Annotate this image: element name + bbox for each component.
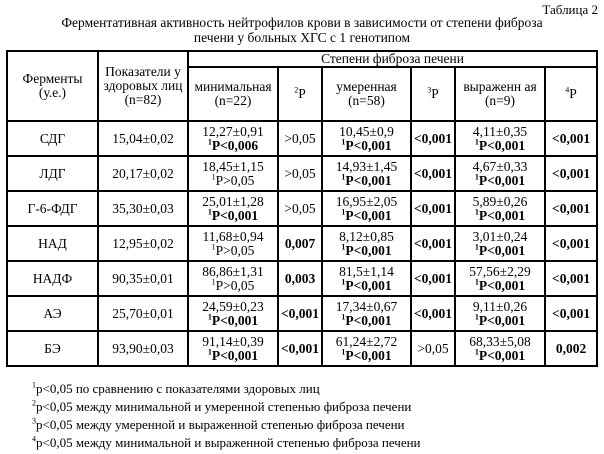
header-moderate-n: (n=58) (348, 93, 385, 108)
minimal-cell-p (189, 174, 277, 188)
moderate-cell-p-text: P<0,001 (345, 172, 392, 188)
p3-cell: >0,05 (411, 331, 455, 366)
minimal-cell-value: 91,14±0,39 (202, 333, 264, 349)
moderate-cell-value: 17,34±0,67 (335, 298, 398, 314)
minimal-cell-p-sup: 1 (207, 347, 212, 356)
moderate-cell-value: 81,5±1,14 (339, 263, 394, 279)
p4-cell: 0,002 (545, 331, 597, 366)
moderate-cell-p (323, 139, 410, 153)
marked-cell-p (456, 174, 544, 188)
table-row (7, 156, 597, 191)
footnote-1 (32, 380, 421, 398)
marked-cell-p (456, 349, 544, 363)
minimal-cell-p (189, 314, 277, 328)
header-minimal (188, 67, 278, 121)
minimal-cell (188, 331, 278, 366)
marked-cell-p-text: P<0,001 (478, 277, 526, 293)
marked-cell-p-text: P<0,001 (478, 207, 526, 223)
p4-cell: <0,001 (545, 261, 597, 296)
header-moderate-label: умеренная (336, 79, 397, 94)
p4-cell: <0,001 (545, 156, 597, 191)
minimal-cell (188, 156, 278, 191)
header-p4-sup: 4 (565, 85, 570, 95)
enzyme-name: СДГ (7, 121, 98, 156)
minimal-cell-value: 18,45±1,15 (202, 158, 264, 174)
p2-cell: 0,007 (278, 226, 322, 261)
table-row (7, 121, 597, 156)
p3-cell: <0,001 (411, 296, 455, 331)
marked-cell-value: 4,67±0,33 (472, 158, 528, 174)
moderate-cell-p-text: P<0,001 (345, 137, 392, 153)
header-minimal-n: (n=22) (214, 93, 252, 108)
marked-cell-p-sup: 1 (474, 312, 479, 321)
marked-cell-value: 3,01±0,24 (472, 228, 528, 244)
minimal-cell-p (189, 139, 277, 153)
moderate-cell (322, 331, 411, 366)
moderate-cell-p (323, 314, 410, 328)
enzyme-name: АЭ (7, 296, 98, 331)
marked-cell-p-text: P<0,001 (478, 347, 526, 363)
marked-cell (455, 156, 545, 191)
footnote-2 (32, 398, 421, 416)
minimal-cell-value: 11,68±0,94 (202, 228, 264, 244)
moderate-cell-p (323, 209, 410, 223)
minimal-cell-p-sup: 1 (211, 172, 216, 181)
caption-line-1: Ферментативная активность нейтрофилов крови в зависимости от степени фиброза (61, 15, 543, 30)
minimal-cell-p-sup: 1 (207, 137, 212, 146)
minimal-cell-p-text: P<0,006 (211, 137, 259, 153)
moderate-cell (322, 156, 411, 191)
header-minimal-label: минимальная (194, 79, 272, 94)
moderate-cell-value: 14,93±1,45 (335, 158, 398, 174)
minimal-cell-p-sup: 1 (211, 242, 216, 251)
marked-cell-p (456, 279, 544, 293)
table-number: Таблица 2 (542, 2, 598, 17)
healthy-value: 20,17±0,02 (98, 156, 188, 191)
moderate-cell-p (323, 174, 410, 188)
healthy-value: 12,95±0,02 (98, 226, 188, 261)
marked-cell-p-text: P<0,001 (478, 242, 526, 258)
marked-cell-p-sup: 1 (474, 172, 479, 181)
healthy-value: 15,04±0,02 (98, 121, 188, 156)
header-enzymes: Ферменты (у.е.) (7, 51, 98, 121)
footnote-text: p<0,05 по сравнению с показателями здоровых лиц (36, 381, 320, 396)
header-moderate (322, 67, 411, 121)
footnote-sup: 2 (32, 398, 36, 408)
marked-cell-value: 4,11±0,35 (472, 123, 528, 139)
minimal-cell (188, 296, 278, 331)
p2-cell: <0,001 (278, 296, 322, 331)
minimal-cell (188, 191, 278, 226)
p4-cell: <0,001 (545, 191, 597, 226)
table-row (7, 296, 597, 331)
caption-line-2: печени у больных ХГС с 1 генотипом (193, 30, 411, 45)
enzyme-name: НАДФ (7, 261, 98, 296)
marked-cell-value: 57,56±2,29 (469, 263, 531, 279)
header-p3-sup: 3 (427, 85, 432, 95)
enzyme-activity-table (6, 50, 598, 367)
marked-cell (455, 296, 545, 331)
moderate-cell-p-sup: 1 (341, 207, 346, 216)
p2-cell: >0,05 (278, 121, 322, 156)
minimal-cell-p (189, 279, 277, 293)
minimal-cell-p (189, 244, 277, 258)
marked-cell-p-text: P<0,001 (478, 312, 526, 328)
p3-cell: <0,001 (411, 226, 455, 261)
footnote-4 (32, 434, 421, 452)
marked-cell-p-sup: 1 (474, 347, 479, 356)
p3-cell: <0,001 (411, 121, 455, 156)
minimal-cell-value: 25,01±1,28 (202, 193, 264, 209)
minimal-cell-p-sup: 1 (207, 207, 212, 216)
minimal-cell-p-sup: 1 (211, 277, 216, 286)
header-fibrosis-group: Степени фиброза печени (188, 51, 597, 67)
moderate-cell-p (323, 349, 410, 363)
moderate-cell-value: 16,95±2,05 (335, 193, 398, 209)
table-body (7, 121, 597, 366)
moderate-cell-p-text: P<0,001 (345, 207, 392, 223)
p3-cell: <0,001 (411, 156, 455, 191)
p4-cell: <0,001 (545, 296, 597, 331)
marked-cell-p-text: P<0,001 (478, 137, 526, 153)
minimal-cell (188, 261, 278, 296)
marked-cell-p-text: P<0,001 (478, 172, 526, 188)
marked-cell-value: 5,89±0,26 (472, 193, 528, 209)
minimal-cell-p-text: P<0,001 (211, 347, 259, 363)
marked-cell-p (456, 209, 544, 223)
moderate-cell-p-text: P<0,001 (345, 242, 392, 258)
enzyme-name: БЭ (7, 331, 98, 366)
minimal-cell-value: 24,59±0,23 (202, 298, 264, 314)
marked-cell (455, 191, 545, 226)
marked-cell (455, 261, 545, 296)
header-p3 (411, 67, 455, 121)
table-row (7, 331, 597, 366)
footnotes (32, 380, 421, 452)
header-marked-label: выраженн ая (463, 79, 537, 94)
minimal-cell-p-text: P>0,05 (215, 277, 255, 293)
minimal-cell (188, 121, 278, 156)
p4-cell: <0,001 (545, 121, 597, 156)
moderate-cell-value: 61,24±2,72 (335, 333, 398, 349)
p2-cell: >0,05 (278, 156, 322, 191)
header-healthy: Показатели у здоровых лиц (n=82) (98, 51, 188, 121)
moderate-cell (322, 191, 411, 226)
header-p3-label: P (431, 86, 439, 101)
marked-cell-p-sup: 1 (474, 137, 479, 146)
moderate-cell-p-sup: 1 (341, 312, 346, 321)
p3-cell: <0,001 (411, 261, 455, 296)
table-caption (0, 15, 604, 45)
table-row (7, 226, 597, 261)
enzyme-name: ЛДГ (7, 156, 98, 191)
minimal-cell-p-text: P<0,001 (211, 312, 259, 328)
p2-cell: >0,05 (278, 191, 322, 226)
enzyme-name: Г-6-ФДГ (7, 191, 98, 226)
p4-cell: <0,001 (545, 226, 597, 261)
footnote-text: p<0,05 между минимальной и умеренной степенью фиброза печени (36, 399, 412, 414)
moderate-cell-p (323, 244, 410, 258)
marked-cell-p (456, 139, 544, 153)
moderate-cell-p-sup: 1 (341, 347, 346, 356)
moderate-cell-p-text: P<0,001 (345, 312, 392, 328)
minimal-cell-p-text: P>0,05 (215, 172, 255, 188)
marked-cell-p-sup: 1 (474, 207, 479, 216)
minimal-cell-p (189, 209, 277, 223)
marked-cell-value: 9,11±0,26 (472, 298, 528, 314)
header-p2-label: P (298, 86, 306, 101)
footnote-sup: 3 (32, 416, 36, 426)
marked-cell (455, 331, 545, 366)
marked-cell-value: 68,33±5,08 (469, 333, 531, 349)
minimal-cell-p-sup: 1 (207, 312, 212, 321)
minimal-cell-value: 12,27±0,91 (202, 123, 264, 139)
moderate-cell-p-sup: 1 (341, 277, 346, 286)
minimal-cell (188, 226, 278, 261)
footnote-text: p<0,05 между умеренной и выраженной степенью фиброза печени (36, 417, 405, 432)
moderate-cell-value: 8,12±0,85 (339, 228, 394, 244)
healthy-value: 90,35±0,01 (98, 261, 188, 296)
marked-cell-p (456, 244, 544, 258)
minimal-cell-p-text: P<0,001 (211, 207, 259, 223)
table-row (7, 191, 597, 226)
header-marked (455, 67, 545, 121)
header-p2 (278, 67, 322, 121)
marked-cell-p-sup: 1 (474, 277, 479, 286)
healthy-value: 25,70±0,01 (98, 296, 188, 331)
moderate-cell-p-sup: 1 (341, 137, 346, 146)
moderate-cell (322, 261, 411, 296)
header-marked-n: (n=9) (484, 93, 516, 108)
moderate-cell (322, 226, 411, 261)
moderate-cell (322, 121, 411, 156)
footnote-sup: 4 (32, 434, 36, 444)
header-p4 (545, 67, 597, 121)
header-p4-label: P (569, 86, 577, 101)
footnote-3 (32, 416, 421, 434)
footnote-text: p<0,05 между минимальной и выраженной степенью фиброза печени (36, 435, 421, 450)
marked-cell-p (456, 314, 544, 328)
moderate-cell-p-sup: 1 (341, 172, 346, 181)
marked-cell (455, 121, 545, 156)
moderate-cell-p (323, 279, 410, 293)
moderate-cell-p-text: P<0,001 (345, 347, 392, 363)
p2-cell: <0,001 (278, 331, 322, 366)
enzyme-name: НАД (7, 226, 98, 261)
healthy-value: 35,30±0,03 (98, 191, 188, 226)
healthy-value: 93,90±0,03 (98, 331, 188, 366)
footnote-sup: 1 (32, 380, 36, 390)
minimal-cell-value: 86,86±1,31 (202, 263, 264, 279)
marked-cell (455, 226, 545, 261)
minimal-cell-p (189, 349, 277, 363)
moderate-cell (322, 296, 411, 331)
table-row (7, 261, 597, 296)
header-p2-sup: 2 (294, 85, 299, 95)
p2-cell: 0,003 (278, 261, 322, 296)
marked-cell-p-sup: 1 (474, 242, 479, 251)
moderate-cell-p-text: P<0,001 (345, 277, 392, 293)
p3-cell: <0,001 (411, 191, 455, 226)
minimal-cell-p-text: P>0,05 (215, 242, 255, 258)
moderate-cell-value: 10,45±0,9 (339, 123, 394, 139)
moderate-cell-p-sup: 1 (341, 242, 346, 251)
